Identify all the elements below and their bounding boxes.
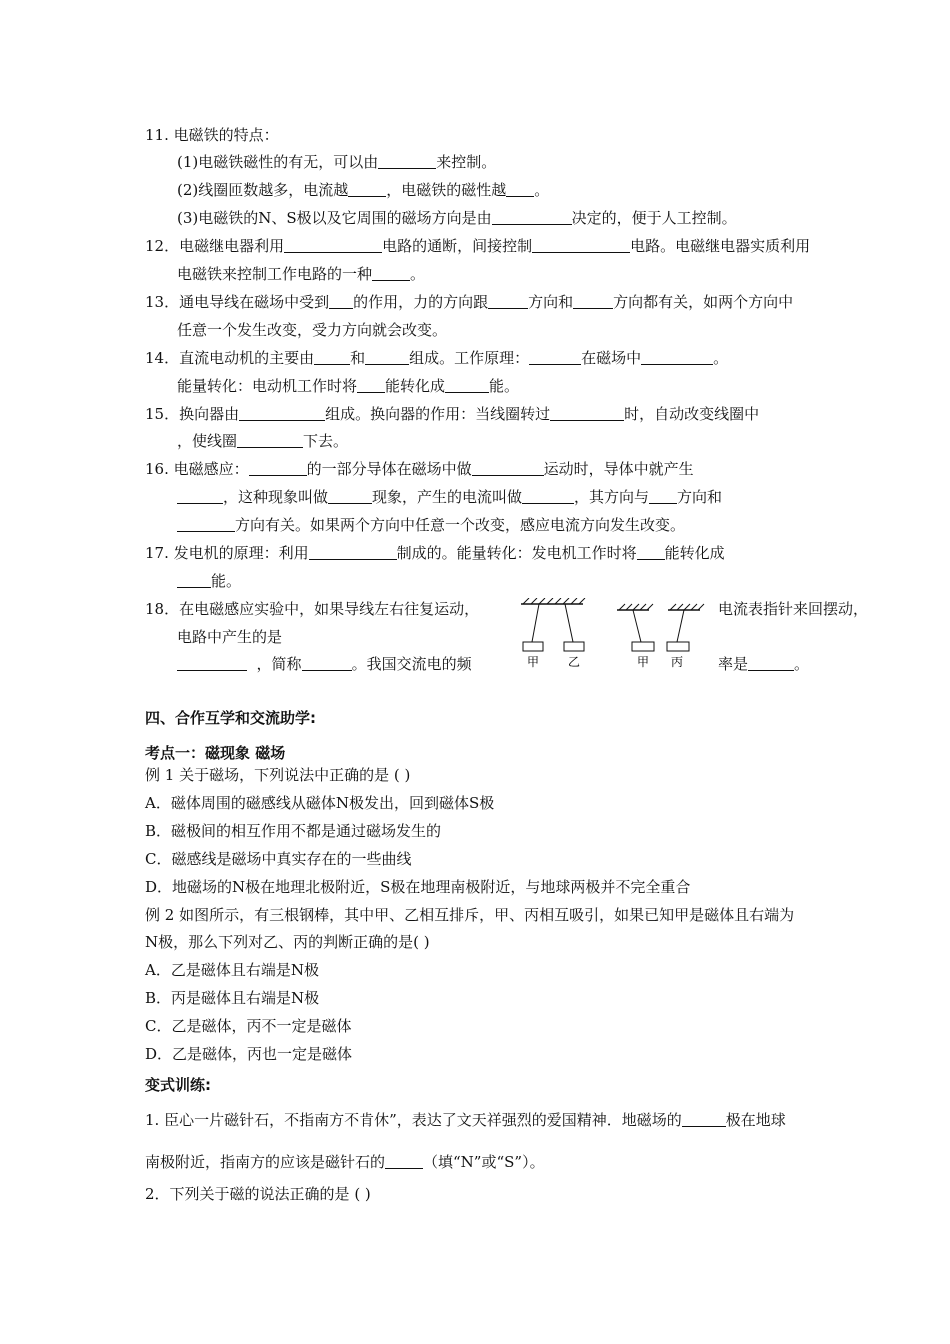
- text: 能转化成: [385, 377, 446, 395]
- answer-blank[interactable]: [329, 293, 353, 309]
- example1-option-a[interactable]: A．磁体周围的磁感线从磁体N极发出，回到磁体S极: [145, 794, 495, 812]
- text: 。: [713, 349, 729, 367]
- text: 15．换向器由: [145, 405, 240, 423]
- example2-option-b[interactable]: B．丙是磁体且右端是N极: [145, 989, 320, 1007]
- text: ，简称: [256, 655, 302, 673]
- text: 。: [410, 265, 426, 283]
- q11-line2: [177, 180, 549, 200]
- example2-question-line2: N极，那么下列对乙、丙的判断正确的是( ): [145, 933, 430, 951]
- answer-blank[interactable]: [237, 432, 303, 448]
- answer-blank[interactable]: [249, 460, 307, 476]
- variant2-question: 2．下列关于磁的说法正确的是 ( ): [145, 1185, 371, 1203]
- answer-blank[interactable]: [385, 1153, 423, 1169]
- text: 能转化成: [664, 544, 725, 562]
- q18-line3-left: [177, 654, 472, 674]
- answer-blank[interactable]: [314, 349, 350, 365]
- text: (3)电磁铁的N、S极以及它周围的磁场方向是由: [177, 209, 492, 227]
- example2-option-a[interactable]: A．乙是磁体且右端是N极: [145, 961, 319, 979]
- example1-question: 例 1 关于磁场，下列说法中正确的是 ( ): [145, 766, 411, 784]
- q17-line1: [145, 543, 725, 563]
- text: 下去。: [303, 432, 349, 450]
- text: 电磁铁来控制工作电路的一种: [177, 265, 373, 283]
- text: 能量转化：电动机工作时将: [177, 377, 358, 395]
- text: 率是: [718, 655, 749, 673]
- text: (2)线圈匝数越多，电流越: [177, 181, 349, 199]
- q18-line2: 电路中产生的是: [177, 628, 283, 646]
- variant1-line1: [145, 1110, 786, 1130]
- magnet-jia-right: [632, 642, 654, 651]
- answer-blank[interactable]: [492, 209, 572, 225]
- magnet-jia-left: [523, 642, 543, 651]
- answer-blank[interactable]: [550, 405, 624, 421]
- text: 12．电磁继电器利用: [145, 237, 285, 255]
- answer-blank[interactable]: [372, 265, 410, 281]
- q16-line2: [177, 487, 722, 507]
- text: ，这种现象叫做: [223, 488, 329, 506]
- text: 电路的通断，间接控制: [382, 237, 533, 255]
- text: 1. 臣心一片磁针石，不指南方不肯休”，表达了文天祥强烈的爱国精神．地磁场的: [145, 1111, 682, 1129]
- label-yi: 乙: [567, 655, 581, 669]
- text: 能。: [489, 377, 520, 395]
- q14-line1: [145, 348, 728, 368]
- text: 在磁场中: [581, 349, 642, 367]
- text: 现象，产生的电流叫做: [372, 488, 523, 506]
- text: 14．直流电动机的主要由: [145, 349, 315, 367]
- answer-blank[interactable]: [177, 572, 211, 588]
- text: 方向和: [677, 488, 723, 506]
- answer-blank[interactable]: [309, 544, 397, 560]
- answer-blank[interactable]: [506, 181, 534, 197]
- q15-line2: [177, 431, 348, 451]
- answer-blank[interactable]: [177, 655, 247, 671]
- string: [633, 610, 641, 642]
- text: 方向和: [528, 293, 574, 311]
- answer-blank[interactable]: [302, 655, 352, 671]
- q11-line3: [177, 208, 737, 228]
- text: (1)电磁铁磁性的有无，可以由: [177, 153, 379, 171]
- text: 。: [794, 655, 810, 673]
- answer-blank[interactable]: [177, 488, 223, 504]
- text: ，使线圈: [177, 432, 238, 450]
- answer-blank[interactable]: [328, 488, 372, 504]
- q13-line2: 任意一个发生改变，受力方向就会改变。: [177, 321, 448, 339]
- q18-line3-right: [718, 654, 809, 674]
- answer-blank[interactable]: [532, 237, 630, 253]
- text: 决定的，便于人工控制。: [571, 209, 737, 227]
- text: 16. 电磁感应：: [145, 460, 249, 478]
- string: [677, 610, 684, 642]
- text: 和: [350, 349, 366, 367]
- answer-blank[interactable]: [641, 349, 713, 365]
- text: ，电磁铁的磁性越: [386, 181, 507, 199]
- label-bing: 丙: [670, 655, 684, 669]
- example1-option-b[interactable]: B．磁极间的相互作用不都是通过磁场发生的: [145, 822, 442, 840]
- text: 运动时，导体中就产生: [543, 460, 694, 478]
- label-jia-right: 甲: [636, 655, 650, 669]
- example2-question-line1: 例 2 如图所示，有三根钢棒，其中甲、乙相互排斥，甲、丙相互吸引，如果已知甲是磁体且右端为: [145, 906, 795, 924]
- answer-blank[interactable]: [573, 293, 613, 309]
- ceiling-hatch-right-2: [670, 604, 704, 610]
- kaodian-heading: 考点一：磁现象 磁场: [145, 744, 286, 762]
- text: ，其方向与: [574, 488, 650, 506]
- text: 13．通电导线在磁场中受到: [145, 293, 330, 311]
- answer-blank[interactable]: [529, 349, 581, 365]
- text: 方向有关。如果两个方向中任意一个改变，感应电流方向发生改变。: [235, 516, 686, 534]
- ceiling-hatch-left: [523, 598, 585, 604]
- q16-line1: [145, 459, 694, 479]
- section-heading: 四、合作互学和交流助学:: [145, 709, 316, 727]
- variant-heading: 变式训练:: [145, 1076, 211, 1094]
- answer-blank[interactable]: [284, 237, 382, 253]
- answer-blank[interactable]: [348, 181, 386, 197]
- text: 来控制。: [436, 153, 497, 171]
- text: 极在地球: [725, 1111, 786, 1129]
- example1-option-d[interactable]: D．地磁场的N极在地理北极附近，S极在地理南极附近，与地球两极并不完全重合: [145, 878, 691, 896]
- text: 能。: [211, 572, 242, 590]
- ceiling-hatch-right-1: [619, 604, 653, 610]
- answer-blank[interactable]: [682, 1111, 726, 1127]
- answer-blank[interactable]: [472, 460, 544, 476]
- magnet-yi: [564, 642, 584, 651]
- answer-blank[interactable]: [748, 655, 794, 671]
- text: 电路。电磁继电器实质利用: [630, 237, 811, 255]
- q18-line1-right: 电流表指针来回摆动，: [718, 600, 869, 618]
- label-jia-left: 甲: [526, 655, 540, 669]
- answer-blank[interactable]: [365, 349, 409, 365]
- variant1-line2: [145, 1152, 545, 1172]
- string: [565, 604, 573, 642]
- q17-line2: [177, 571, 241, 591]
- q11-line1: [177, 152, 496, 172]
- text: 组成。工作原理：: [409, 349, 530, 367]
- text: 17. 发电机的原理：利用: [145, 544, 309, 562]
- example2-option-c[interactable]: C．乙是磁体，丙不一定是磁体: [145, 1017, 352, 1035]
- q12-line1: [145, 236, 810, 256]
- q12-line2: [177, 264, 425, 284]
- text: 南极附近，指南方的应该是磁针石的: [145, 1153, 386, 1171]
- answer-blank[interactable]: [637, 544, 665, 560]
- q11-title: 11. 电磁铁的特点：: [145, 126, 279, 144]
- text: 制成的。能量转化：发电机工作时将: [396, 544, 637, 562]
- q16-line3: [177, 515, 685, 535]
- q15-line1: [145, 404, 759, 424]
- text: 的作用，力的方向跟: [353, 293, 489, 311]
- answer-blank[interactable]: [445, 377, 489, 393]
- text: 。我国交流电的频: [351, 655, 472, 673]
- answer-blank[interactable]: [177, 516, 235, 532]
- answer-blank[interactable]: [522, 488, 574, 504]
- string: [532, 604, 539, 642]
- text: （填“N”或“S”）。: [423, 1153, 545, 1171]
- answer-blank[interactable]: [239, 405, 325, 421]
- text: 组成。换向器的作用：当线圈转过: [325, 405, 551, 423]
- magnet-bing: [667, 642, 689, 651]
- example1-option-c[interactable]: C．磁感线是磁场中真实存在的一些曲线: [145, 850, 412, 868]
- text: 。: [534, 181, 550, 199]
- q13-line1: [145, 292, 793, 312]
- text: 方向都有关，如两个方向中: [613, 293, 794, 311]
- q18-line1: 18．在电磁感应实验中，如果导线左右往复运动，: [145, 600, 480, 618]
- magnet-figure: [515, 598, 715, 676]
- example2-option-d[interactable]: D．乙是磁体，丙也一定是磁体: [145, 1045, 353, 1063]
- text: 的一部分导体在磁场中做: [306, 460, 472, 478]
- q14-line2: [177, 376, 519, 396]
- text: 时，自动改变线圈中: [624, 405, 760, 423]
- answer-blank[interactable]: [488, 293, 528, 309]
- answer-blank[interactable]: [649, 488, 677, 504]
- answer-blank[interactable]: [378, 153, 436, 169]
- answer-blank[interactable]: [357, 377, 385, 393]
